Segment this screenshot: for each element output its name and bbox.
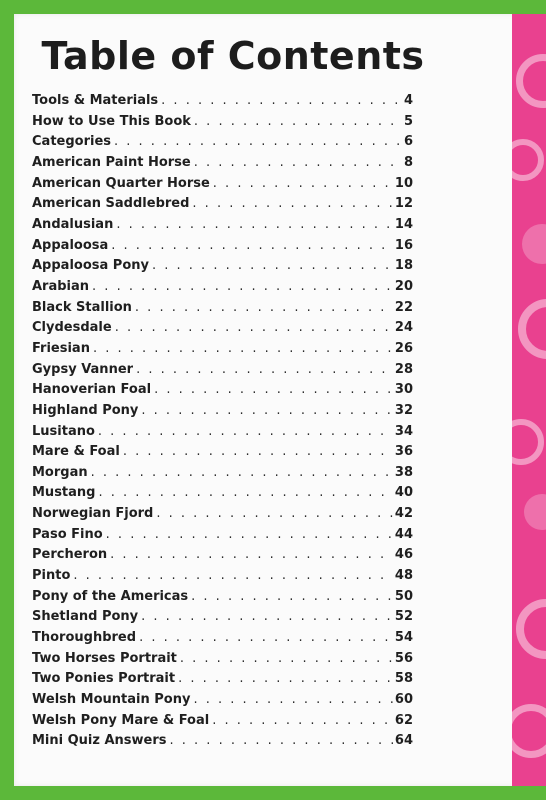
toc-entry-title: Pony of the Americas	[32, 588, 189, 604]
dot-leader	[116, 217, 393, 232]
toc-entry	[32, 217, 413, 238]
toc-entry-title: Appaloosa	[32, 237, 109, 253]
toc-entry-page-number: 28	[394, 361, 413, 377]
toc-entry	[32, 589, 413, 610]
toc-entry-title: Mare & Foal	[32, 444, 120, 460]
toc-entry-page-number: 50	[394, 588, 413, 604]
toc-entry-page-number: 46	[394, 547, 413, 563]
dot-leader	[110, 547, 393, 562]
toc-entry-title: Pinto	[32, 568, 71, 584]
dot-leader	[123, 444, 393, 459]
toc-entry-page-number: 60	[394, 692, 413, 708]
decorative-ring	[512, 419, 544, 465]
toc-entry-page-number: 26	[394, 340, 413, 356]
toc-entry	[32, 114, 413, 135]
toc-entry-title: Clydesdale	[32, 320, 112, 336]
toc-entry	[32, 527, 413, 548]
toc-entry	[32, 609, 413, 630]
dot-leader	[115, 320, 393, 335]
toc-entry-page-number: 36	[394, 444, 413, 460]
toc-entry-page-number: 56	[394, 650, 413, 666]
toc-entry-page-number: 64	[394, 733, 413, 749]
toc-entry-page-number: 20	[394, 278, 413, 294]
dot-leader	[194, 114, 402, 129]
toc-entry-title: How to Use This Book	[32, 113, 191, 129]
toc-entry-title: Two Ponies Portrait	[32, 671, 176, 687]
toc-entry-title: Welsh Mountain Pony	[32, 692, 191, 708]
dot-leader	[111, 238, 393, 253]
page-title: Table of Contents	[41, 34, 425, 78]
toc-entry-page-number: 16	[394, 237, 413, 253]
toc-entry-title: Categories	[32, 134, 112, 150]
toc-entry	[32, 692, 413, 713]
dot-leader	[92, 279, 393, 294]
decorative-ring	[512, 704, 546, 758]
toc-entry-page-number: 14	[394, 216, 413, 232]
toc-entry-page-number: 44	[394, 526, 413, 542]
dot-leader	[180, 651, 393, 666]
toc-entry-title: Welsh Pony Mare & Foal	[32, 712, 210, 728]
toc-entry	[32, 300, 413, 321]
dot-leader	[139, 630, 393, 645]
toc-entry-title: Arabian	[32, 278, 90, 294]
toc-entry	[32, 382, 413, 403]
toc-entry	[32, 155, 413, 176]
toc-entry	[32, 258, 413, 279]
toc-entry-page-number: 12	[394, 196, 413, 212]
toc-entry-title: Mustang	[32, 485, 96, 501]
dot-leader	[91, 465, 393, 480]
toc-entry	[32, 93, 413, 114]
toc-entry-title: Shetland Pony	[32, 609, 139, 625]
toc-entry	[32, 238, 413, 259]
toc-entry-page-number: 54	[394, 630, 413, 646]
dot-leader	[106, 527, 393, 542]
decorative-ring	[516, 599, 546, 659]
toc-entry	[32, 671, 413, 692]
toc-entry-title: Appaloosa Pony	[32, 258, 149, 274]
toc-entry-page-number: 58	[394, 671, 413, 687]
toc-entry	[32, 279, 413, 300]
toc-entry-title: Hanoverian Foal	[32, 382, 152, 398]
toc-entry	[32, 506, 413, 527]
toc-entry-page-number: 6	[403, 134, 413, 150]
toc-entry	[32, 341, 413, 362]
dot-leader	[136, 362, 393, 377]
dot-leader	[98, 485, 392, 500]
dot-leader	[93, 341, 393, 356]
toc-entry-title: Lusitano	[32, 423, 95, 439]
toc-entry-page-number: 22	[394, 299, 413, 315]
dot-leader	[141, 403, 393, 418]
toc-entry-page-number: 48	[394, 568, 413, 584]
dot-leader	[161, 93, 402, 108]
toc-entry	[32, 651, 413, 672]
toc-entry-page-number: 8	[403, 154, 413, 170]
dot-leader	[114, 134, 402, 149]
toc-entry	[32, 713, 413, 734]
toc-entry-page-number: 34	[394, 423, 413, 439]
toc-entry-title: American Paint Horse	[32, 154, 191, 170]
toc-entry-page-number: 5	[403, 113, 413, 129]
toc-entry-title: Tools & Materials	[32, 93, 159, 108]
toc-entry-title: Percheron	[32, 547, 108, 563]
dot-leader	[154, 382, 393, 397]
toc-entry	[32, 547, 413, 568]
toc-entry-title: Gypsy Vanner	[32, 361, 134, 377]
toc-entry-page-number: 40	[394, 485, 413, 501]
toc-entry-title: Thoroughbred	[32, 630, 137, 646]
dot-leader	[191, 589, 393, 604]
toc-entry-page-number: 30	[394, 382, 413, 398]
toc-entry-page-number: 32	[394, 402, 413, 418]
dot-leader	[152, 258, 393, 273]
decorative-dot	[522, 224, 546, 264]
toc-entry	[32, 362, 413, 383]
toc-entry-title: Highland Pony	[32, 402, 139, 418]
toc-entry	[32, 465, 413, 486]
dot-leader	[141, 609, 393, 624]
toc-entry-title: Friesian	[32, 340, 90, 356]
toc-entry	[32, 176, 413, 197]
dot-leader	[193, 692, 392, 707]
toc-entry-title: Black Stallion	[32, 299, 132, 315]
toc-entry-title: Norwegian Fjord	[32, 506, 154, 522]
toc-entry	[32, 630, 413, 651]
dot-leader	[212, 713, 393, 728]
toc-entry	[32, 403, 413, 424]
dot-leader	[156, 506, 393, 521]
toc-entry-title: Two Horses Portrait	[32, 650, 177, 666]
toc-entry-title: Mini Quiz Answers	[32, 733, 167, 749]
pink-side-strip	[512, 14, 546, 786]
toc-entry	[32, 568, 413, 589]
toc-entry	[32, 444, 413, 465]
toc-entry-title: Paso Fino	[32, 526, 103, 542]
toc-entry	[32, 485, 413, 506]
dot-leader	[135, 300, 393, 315]
dot-leader	[178, 671, 393, 686]
toc-entry	[32, 733, 413, 754]
dot-leader	[98, 424, 393, 439]
decorative-ring	[512, 139, 544, 181]
toc-entry-page-number: 62	[394, 712, 413, 728]
toc-entry	[32, 196, 413, 217]
toc-entry	[32, 320, 413, 341]
toc-entry	[32, 424, 413, 445]
toc-entry-page-number: 4	[403, 93, 413, 108]
toc-entry	[32, 134, 413, 155]
decorative-dot	[524, 494, 546, 530]
toc-entry-title: Morgan	[32, 464, 88, 480]
dot-leader	[192, 196, 392, 211]
toc-entry-page-number: 10	[394, 175, 413, 191]
toc-entry-page-number: 18	[394, 258, 413, 274]
toc-entry-page-number: 42	[394, 506, 413, 522]
dot-leader	[213, 176, 393, 191]
dot-leader	[170, 733, 393, 748]
decorative-ring	[518, 299, 546, 359]
toc-entry-title: American Saddlebred	[32, 196, 190, 212]
toc-entry-page-number: 52	[394, 609, 413, 625]
table-of-contents	[32, 93, 413, 754]
toc-entry-title: Andalusian	[32, 216, 114, 232]
toc-entry-title: American Quarter Horse	[32, 175, 210, 191]
toc-entry-page-number: 24	[394, 320, 413, 336]
toc-entry-page-number: 38	[394, 464, 413, 480]
decorative-ring	[516, 54, 546, 108]
dot-leader	[194, 155, 402, 170]
dot-leader	[73, 568, 393, 583]
